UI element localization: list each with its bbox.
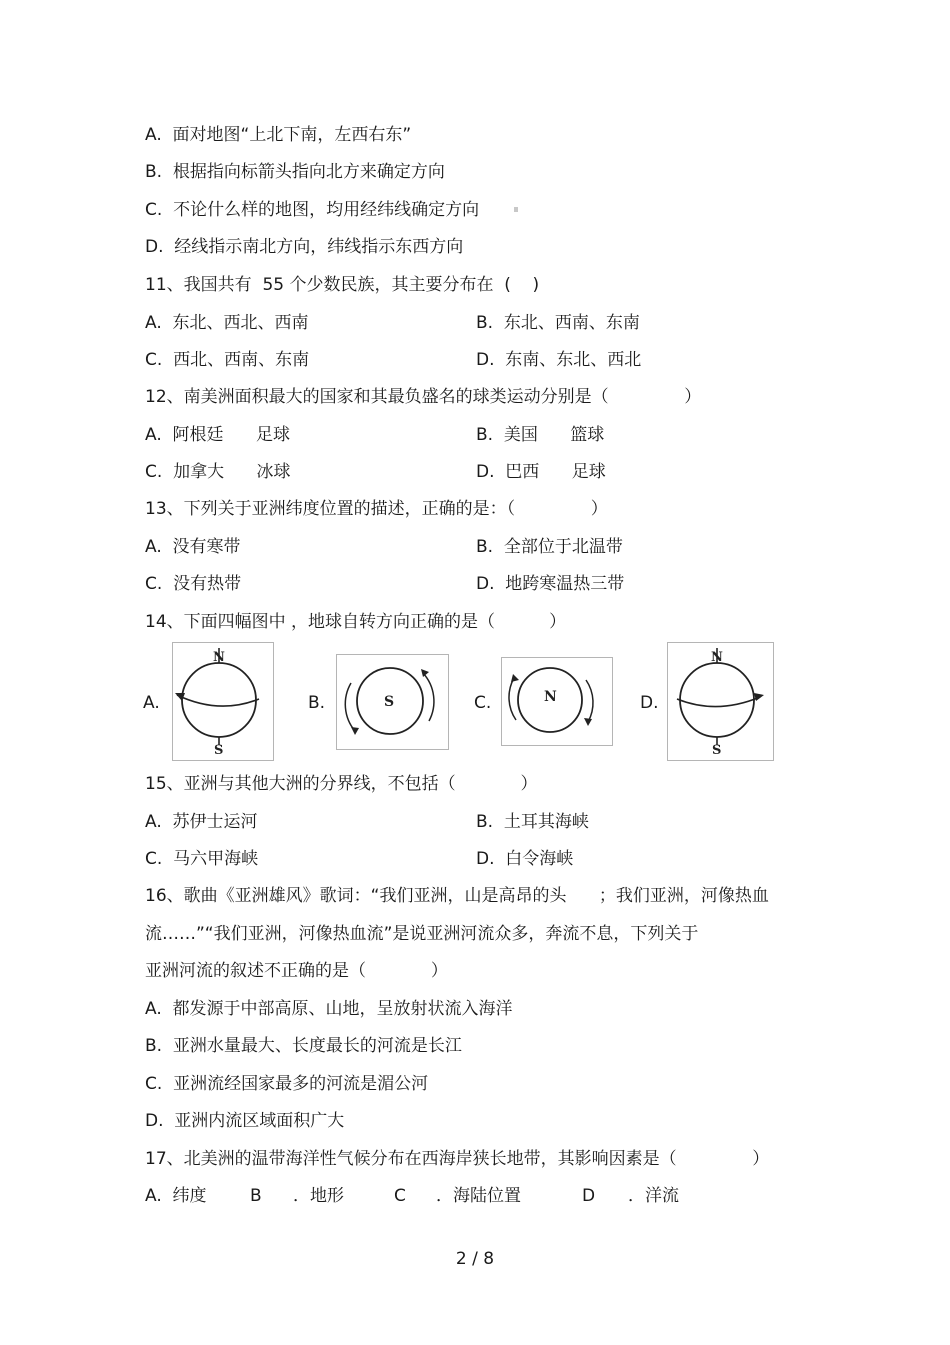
arrow-head-icon: [511, 674, 519, 682]
q16-option-a: A. 都发源于中部高原、山地，呈放射状流入海洋: [145, 999, 513, 1019]
q17-option-b-letter: B: [250, 1186, 262, 1206]
figure-a-globe: [172, 642, 274, 761]
pole-label-s: S: [384, 694, 395, 710]
q17-option-c-letter: C: [394, 1186, 406, 1206]
question-17: 17、北美洲的温带海洋性气候分布在西海岸狭长地带，其影响因素是（ ）: [145, 1149, 770, 1169]
q15-option-b: B. 土耳其海峡: [476, 812, 589, 832]
pole-label-s: S: [712, 743, 722, 758]
pole-label-s: S: [214, 743, 224, 758]
q17-option-a: A. 纬度: [145, 1186, 207, 1206]
figure-c-globe: [501, 657, 613, 746]
globe-circle: [680, 663, 754, 737]
q12-option-a: A. 阿根廷 足球: [145, 425, 290, 445]
option-b-line: B. 根据指向标箭头指向北方来确定方向: [145, 162, 445, 182]
q16-option-d: D. 亚洲内流区域面积广大: [145, 1111, 345, 1131]
question-14: 14、下面四幅图中 ，地球自转方向正确的是（ ）: [145, 612, 567, 632]
pole-label-n: N: [213, 650, 225, 665]
arrow-head-icon: [754, 693, 764, 701]
q16-option-b: B. 亚洲水量最大、长度最长的河流是长江: [145, 1036, 462, 1056]
option-c-line: C. 不论什么样的地图，均用经纬线确定方向: [145, 200, 480, 220]
question-11: 11、我国共有 55 个少数民族，其主要分布在 ( ): [145, 275, 540, 295]
q16-option-c: C. 亚洲流经国家最多的河流是湄公河: [145, 1074, 429, 1094]
rotation-arc-right: [423, 673, 434, 721]
figure-label-d: D.: [640, 693, 659, 713]
pole-label-n: N: [544, 689, 557, 705]
q15-option-d: D. 白令海峡: [476, 849, 574, 869]
figure-label-b: B.: [308, 693, 326, 713]
option-a-line: A. 面对地图“上北下南，左西右东”: [145, 125, 412, 145]
pole-label-n: N: [711, 650, 723, 665]
question-13: 13、下列关于亚洲纬度位置的描述，正确的是：（ ）: [145, 499, 608, 519]
figure-d-globe: [667, 642, 774, 761]
q13-option-a: A. 没有寒带: [145, 537, 241, 557]
option-d-line: D. 经线指示南北方向，纬线指示东西方向: [145, 237, 464, 257]
q17-option-c-text: ．海陆位置: [436, 1186, 521, 1206]
q13-option-d: D. 地跨寒温热三带: [476, 574, 625, 594]
rotation-arc-left: [345, 683, 355, 731]
question-16-line-3: 亚洲河流的叙述不正确的是（ ）: [145, 961, 448, 981]
page-number: 2 / 8: [455, 1249, 495, 1269]
q15-option-a: A. 苏伊士运河: [145, 812, 258, 832]
q12-option-c: C. 加拿大 冰球: [145, 462, 291, 482]
question-12: 12、南美洲面积最大的国家和其最负盛名的球类运动分别是（ ）: [145, 387, 702, 407]
scan-speck: [514, 207, 518, 212]
question-16-line-1: 16、歌曲《亚洲雄风》歌词：“我们亚洲，山是高昂的头 ；我们亚洲，河像热血: [145, 886, 769, 906]
q11-option-d: D. 东南、东北、西北: [476, 350, 642, 370]
q12-option-d: D. 巴西 足球: [476, 462, 606, 482]
figure-label-a: A.: [143, 693, 160, 713]
arrow-head-icon: [175, 693, 185, 701]
q11-option-a: A. 东北、西北、西南: [145, 313, 309, 333]
equator-arc: [677, 697, 760, 707]
q11-option-c: C. 西北、西南、东南: [145, 350, 310, 370]
question-15: 15、亚洲与其他大洲的分界线，不包括（ ）: [145, 774, 538, 794]
figure-b-globe: [336, 654, 449, 750]
equator-arc: [177, 695, 259, 706]
q17-option-d-letter: D: [582, 1186, 596, 1206]
rotation-arc-right: [586, 680, 593, 722]
arrow-head-icon: [351, 727, 359, 735]
arrow-head-icon: [584, 718, 592, 726]
q11-option-b: B. 东北、西南、东南: [476, 313, 640, 333]
q17-option-b-text: ．地形: [293, 1186, 344, 1206]
globe-circle: [182, 663, 256, 737]
rotation-arc-left: [509, 678, 516, 720]
q12-option-b: B. 美国 篮球: [476, 425, 605, 445]
figure-label-c: C.: [474, 693, 492, 713]
q13-option-c: C. 没有热带: [145, 574, 242, 594]
question-16-line-2: 流……”“我们亚洲，河像热血流”是说亚洲河流众多，奔流不息，下列关于: [145, 924, 699, 944]
q13-option-b: B. 全部位于北温带: [476, 537, 623, 557]
q15-option-c: C. 马六甲海峡: [145, 849, 259, 869]
q17-option-d-text: ．洋流: [628, 1186, 679, 1206]
